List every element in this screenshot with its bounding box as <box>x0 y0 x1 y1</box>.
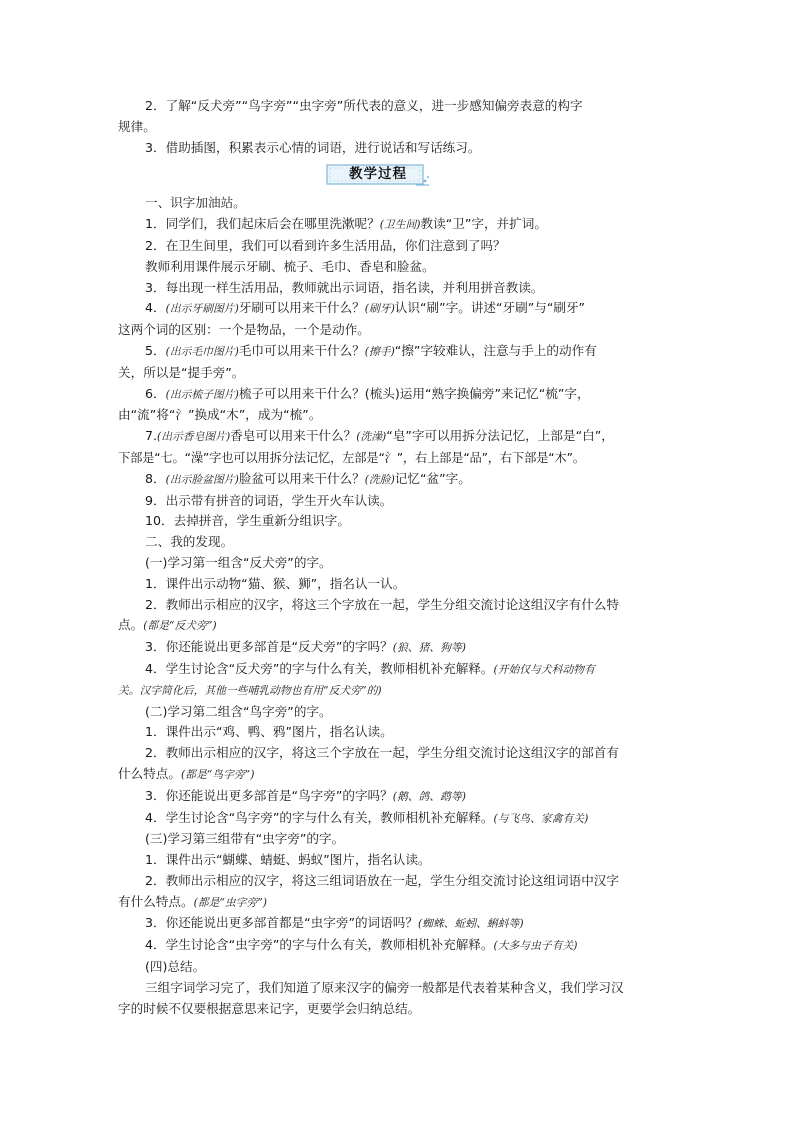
group-1-step-3-text: 3．你还能说出更多部首是“反犬旁”的字吗？ <box>145 639 393 655</box>
group-1-step-1: 1．课件出示动物“猫、猴、狮”，指名认一认。 <box>145 575 406 591</box>
group-2-title: (二)学习第二组含“鸟字旁”的字。 <box>145 703 332 719</box>
step-4-text-a: 牙刷可以用来干什么？ <box>238 300 365 316</box>
step-5 <box>118 341 678 363</box>
group-1-step-4 <box>118 659 678 681</box>
group-2-step-2-note: (都是“鸟字旁”) <box>180 767 255 781</box>
step-8-text-b: 记忆“盆”字。 <box>394 470 471 486</box>
step-6 <box>118 384 678 406</box>
step-5-text-a: 毛巾可以用来干什么？ <box>238 342 365 358</box>
goal-2-line-1: 2．了解“反犬旁”“鸟字旁”“虫字旁”所代表的意义，进一步感知偏旁表意的构字 <box>145 98 583 113</box>
group-3-step-3-text: 3．你还能说出更多部首都是“虫字旁”的词语吗？ <box>145 915 418 931</box>
step-7-num: 7. <box>145 428 158 444</box>
group-2-step-3-note: (鹅、鸽、鹉等) <box>392 789 466 803</box>
step-4-note-1: (出示牙刷图片) <box>165 302 239 316</box>
group-1-step-3-note: (狼、猪、狗等) <box>392 641 466 655</box>
group-3-step-3-note: (蜘蛛、蚯蚓、蝌蚪等) <box>417 917 524 931</box>
step-1-text: 1．同学们，我们起床后会在哪里洗漱呢？ <box>145 216 380 232</box>
group-1-step-2: 2．教师出示相应的汉字，将这三个字放在一起，学生分组交流讨论这组汉字有什么特 <box>145 596 619 612</box>
group-2-step-4-note: (与飞鸟、家禽有关) <box>493 811 589 825</box>
group-1-step-2-text: 点。 <box>118 617 144 633</box>
step-7-note-1: (出示香皂图片) <box>157 430 231 444</box>
step-6-note-1: (出示梳子图片) <box>165 387 239 401</box>
summary-line-1: 三组字词学习完了，我们知道了原来汉字的偏旁一般都是代表着某种含义，我们学习汉 <box>145 979 624 995</box>
part-2-title: 二、我的发现。 <box>145 534 234 550</box>
step-5-note-2: (擦手) <box>364 344 395 358</box>
goal-3: 3．借助插图，积累表示心情的词语，进行说话和写话练习。 <box>145 139 481 155</box>
group-4-title: (四)总结。 <box>145 959 206 975</box>
group-3-step-4-text: 4．学生讨论含“虫字旁”的字与什么有关，教师相机补充解释。 <box>145 937 494 953</box>
step-6-continued: 由“流”将“氵”换成“木”，成为“梳”。 <box>118 407 322 423</box>
group-1-title: (一)学习第一组含“反犬旁”的字。 <box>145 554 332 570</box>
step-7 <box>118 426 678 448</box>
step-1-text-b: 教读“卫”字，并扩词。 <box>420 216 547 232</box>
group-3-step-2-note: (都是“虫字旁”) <box>193 895 268 909</box>
summary-line-2: 字的时候不仅要根据意思来记字，更要学会归纳总结。 <box>118 1000 421 1016</box>
section-heading: 教学过程 <box>349 166 407 183</box>
group-3-step-2-continued <box>118 892 678 914</box>
step-6-num: 6． <box>145 385 166 401</box>
section-heading-banner <box>118 161 678 191</box>
group-1-step-4-note: (开始仅与犬科动物有 <box>493 662 595 676</box>
step-7-note-2: (洗澡) <box>356 430 387 444</box>
step-8-num: 8． <box>145 470 166 486</box>
group-1-step-2-note: (都是“反犬旁”) <box>143 619 217 633</box>
step-4-num: 4． <box>145 300 166 316</box>
step-9: 9．出示带有拼音的词语，学生开火车认读。 <box>145 492 393 508</box>
step-2-b: 教师利用课件展示牙刷、梳子、毛巾、香皂和脸盆。 <box>145 258 435 274</box>
group-3-step-2: 2．教师出示相应的汉字，将这三组词语放在一起，学生分组交流讨论这组词语中汉字 <box>145 872 619 888</box>
group-2-step-3-text: 3．你还能说出更多部首是“鸟字旁”的字吗？ <box>145 787 393 803</box>
step-8 <box>118 469 678 491</box>
step-7-text-a: 香皂可以用来干什么？ <box>230 428 357 444</box>
step-2: 2．在卫生间里，我们可以看到许多生活用品，你们注意到了吗？ <box>145 237 506 253</box>
group-2-step-4-text: 4．学生讨论含“鸟字旁”的字与什么有关，教师相机补充解释。 <box>145 809 494 825</box>
part-1-title: 一、识字加油站。 <box>145 195 246 211</box>
step-8-note-1: (出示脸盆图片) <box>165 472 239 486</box>
step-10: 10．去掉拼音，学生重新分组识字。 <box>145 513 350 529</box>
group-3-title: (三)学习第三组带有“虫字旁”的字。 <box>145 831 345 847</box>
step-5-num: 5． <box>145 342 166 358</box>
step-5-text-b: “擦”字较难认，注意与手上的动作有 <box>394 342 597 358</box>
group-1-step-4-text: 4．学生讨论含“反犬旁”的字与什么有关，教师相机补充解释。 <box>145 660 494 676</box>
group-1-step-3 <box>118 637 678 659</box>
step-6-text-a: 梳子可以用来干什么？(梳头)运用“熟字换偏旁”来记忆“梳”字， <box>238 385 590 401</box>
step-4-text-b: 认识“刷”字。讲述“牙刷”与“刷牙” <box>394 300 586 316</box>
group-3-step-4 <box>118 935 678 957</box>
group-2-step-3 <box>118 786 678 808</box>
step-5-note-1: (出示毛巾图片) <box>165 344 239 358</box>
step-8-note-2: (洗脸) <box>364 472 395 486</box>
step-7-text-b: “皂”字可以用拆分法记忆，上部是“白”， <box>386 428 614 444</box>
step-7-continued: 下部是“七。“澡”字也可以用拆分法记忆，左部是“氵”，右上部是“品”，右下部是“木”。 <box>118 450 585 465</box>
goal-2-line-2: 规律。 <box>118 118 156 134</box>
group-2-step-2-continued <box>118 764 678 786</box>
step-3: 3．每出现一样生活用品，教师就出示词语，指名读，并利用拼音教读。 <box>145 279 544 295</box>
step-4-note-2: (刷牙) <box>364 302 395 316</box>
group-3-step-4-note: (大多与虫子有关) <box>493 939 578 953</box>
group-3-step-1: 1．课件出示“蝴蝶、蜻蜓、蚂蚁”图片，指名认读。 <box>145 852 431 868</box>
step-1 <box>118 214 678 236</box>
group-2-step-2-text: 什么特点。 <box>118 765 181 781</box>
step-1-note: (卫生间) <box>379 218 421 232</box>
step-5-continued: 关，所以是“提手旁”。 <box>118 364 245 380</box>
group-2-step-1: 1．课件出示“鸡、鸭、鸦”图片，指名认读。 <box>145 724 393 740</box>
step-4-continued: 这两个词的区别：一个是物品，一个是动作。 <box>118 322 370 338</box>
group-3-step-3 <box>118 913 678 935</box>
group-3-step-2-text: 有什么特点。 <box>118 893 194 909</box>
step-8-text-a: 脸盆可以用来干什么？ <box>238 470 365 486</box>
group-1-step-4-note-continued: 关。汉字简化后，其他一些哺乳动物也有用“反犬旁”的) <box>118 683 382 697</box>
group-1-step-2-continued <box>118 615 678 637</box>
group-2-step-4 <box>118 808 678 830</box>
group-2-step-2: 2．教师出示相应的汉字，将这三个字放在一起，学生分组交流讨论这组汉字的部首有 <box>145 745 619 761</box>
step-4 <box>118 298 678 320</box>
document-page <box>118 96 678 1019</box>
